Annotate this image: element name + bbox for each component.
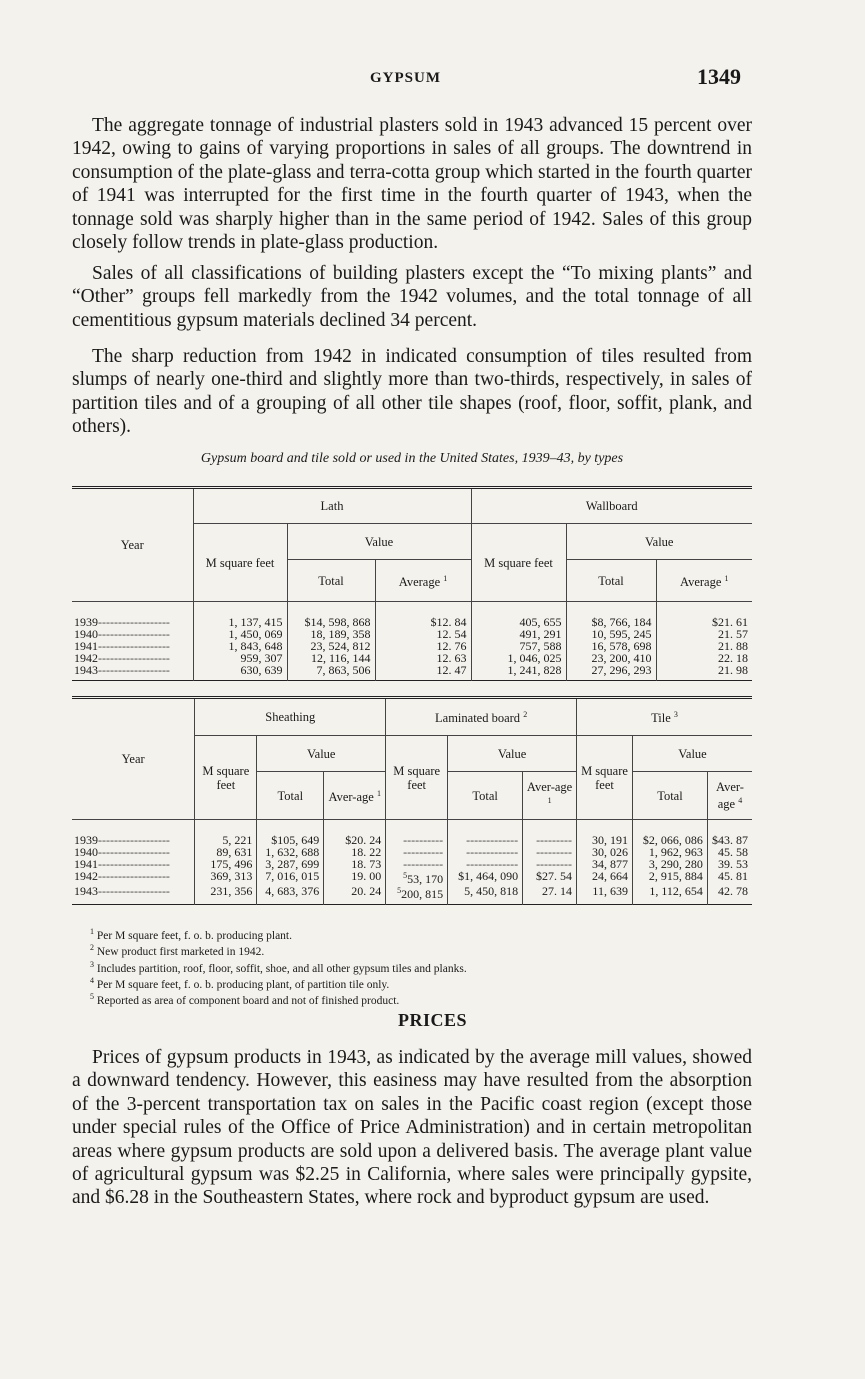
laminated-total-header: Total: [448, 772, 523, 820]
table-row: 1940 ----- 89, 631 1, 632, 688 18. 22 ---------- ------------- --------- 30, 026 1, 962, 963 45. 58: [72, 846, 752, 858]
wallboard-msf-header: M square feet: [471, 524, 566, 602]
table-caption: Gypsum board and tile sold or used in the United States, 1939–43, by types: [200, 451, 624, 466]
sheathing-header: Sheathing: [195, 698, 386, 736]
footnotes: [90, 926, 750, 1008]
table-row: 1940 ----- 1, 450, 069 18, 189, 358 12. 54 491, 291 10, 595, 245 21. 57: [72, 628, 752, 640]
paragraph-prices: Prices of gypsum products in 1943, as indicated by the average mill values, showed a downward tendency. However, this easiness may have resulted from the absorption of the 3-percent transportation tax on sales in the Pacific coast region (except those under special rules of the Office of Price Administration) and in certain metropolitan areas where gypsum products are sold upon a delivered basis. The average plant value of agricultural gypsum was $2.25 in California, where sales were principally gypsite, and $6.28 in the Southeastern States, where rock and byproduct gypsum are used.: [72, 1047, 752, 1209]
board-table-sheathing-laminated-tile: [72, 696, 752, 905]
tile-value-header: Value: [632, 736, 752, 772]
sheathing-value-header: Value: [257, 736, 386, 772]
laminated-board-header: Laminated board $^2$: [386, 698, 577, 736]
table-row: 1943 ----- 231, 356 4, 683, 376 20. 24 $^5$200, 815 5, 450, 818 27. 14 11, 639 1, 112, 654 42. 78: [72, 885, 752, 905]
footnote: $^1$ Per M square feet, f. o. b. producing plant.: [90, 927, 293, 942]
laminated-average-header: Aver-age $^1$: [523, 772, 577, 820]
page-header-title: GYPSUM: [370, 70, 441, 86]
lath-msf-header: M square feet: [193, 524, 287, 602]
sheathing-total-header: Total: [257, 772, 324, 820]
prices-heading: PRICES: [397, 1010, 467, 1030]
footnote: $^3$ Includes partition, roof, floor, soffit, shoe, and all other gypsum tiles and planks.: [90, 959, 467, 975]
footnote: $^5$ Reported as area of component board and not of finished product.: [90, 992, 400, 1008]
footnote: $^4$ Per M square feet, f. o. b. producing plant, of partition tile only.: [90, 975, 390, 991]
year-header: Year: [72, 698, 195, 820]
table-row: 1941 ----- 175, 496 3, 287, 699 18. 73 ---------- ------------- --------- 34, 877 3, 290, 280 39. 53: [72, 858, 752, 870]
laminated-msf-header: M square feet: [386, 736, 448, 820]
paragraph-tiles: The sharp reduction from 1942 in indicated consumption of tiles resulted from slumps of nearly one-third and slightly more than two-thirds, respectively, in sales of partition tiles and of a grouping of all other tile shapes (roof, floor, soffit, plank, and others).: [72, 346, 752, 438]
year-header: Year: [72, 488, 193, 602]
lath-value-header: Value: [287, 524, 471, 560]
tile-header: Tile $^3$: [577, 698, 752, 736]
page-number: 1349: [697, 64, 741, 89]
wallboard-total-header: Total: [566, 560, 656, 602]
table-row: 1939 ----- 1, 137, 415 $14, 598, 868 $12. 84 405, 655 $8, 766, 184 $21. 61: [72, 602, 752, 629]
tile-total-header: Total: [632, 772, 707, 820]
lath-total-header: Total: [287, 560, 375, 602]
table-row: 1942 ----- 959, 307 12, 116, 144 12. 63 1, 046, 025 23, 200, 410 22. 18: [72, 652, 752, 664]
table-row: 1943 ----- 630, 639 7, 863, 506 12. 47 1, 241, 828 27, 296, 293 21. 98: [72, 664, 752, 681]
running-head: [0, 64, 865, 94]
wallboard-header: Wallboard: [471, 488, 752, 524]
wallboard-average-header: Average $^1$: [656, 560, 752, 602]
paragraph-industrial-plasters: The aggregate tonnage of industrial plasters sold in 1943 advanced 15 percent over 1942, owing to gains of varying proportions in sales of all groups. The downtrend in consumption of the plate-glass and terra-cotta group which started in the fourth quarter of 1941 was interrupted for the first time in the fourth quarter of 1943, when the tonnage sold was sharply higher than in the same period of 1942. Sales of this group closely follow trends in plate-glass production.: [72, 115, 752, 254]
lath-header: Lath: [193, 488, 471, 524]
tile-average-header: Aver-age $^4$: [707, 772, 752, 820]
tile-msf-header: M square feet: [577, 736, 633, 820]
board-table-lath-wallboard: [72, 486, 752, 681]
paragraph-building-plasters: Sales of all classifications of building plasters except the “To mixing plants” and “Other” groups fell markedly from the 1942 volumes, and the total tonnage of all cementitious gypsum materials declined 34 percent.: [72, 263, 752, 331]
table-row: 1942 ----- 369, 313 7, 016, 015 19. 00 $^5$53, 170 $1, 464, 090 $27. 54 24, 664 2, 915, 884 45. 81: [72, 870, 752, 885]
table-row: 1941 ----- 1, 843, 648 23, 524, 812 12. 76 757, 588 16, 578, 698 21. 88: [72, 640, 752, 652]
sheathing-average-header: Aver-age $^1$: [324, 772, 386, 820]
table-row: 1939 ----- 5, 221 $105, 649 $20. 24 ---------- ------------- --------- 30, 191 $2, 066, 086 $43. 87: [72, 820, 752, 847]
lath-average-header: Average $^1$: [375, 560, 471, 602]
laminated-value-header: Value: [448, 736, 577, 772]
wallboard-value-header: Value: [566, 524, 752, 560]
footnote: $^2$ New product first marketed in 1942.: [90, 943, 265, 959]
sheathing-msf-header: M square feet: [195, 736, 257, 820]
